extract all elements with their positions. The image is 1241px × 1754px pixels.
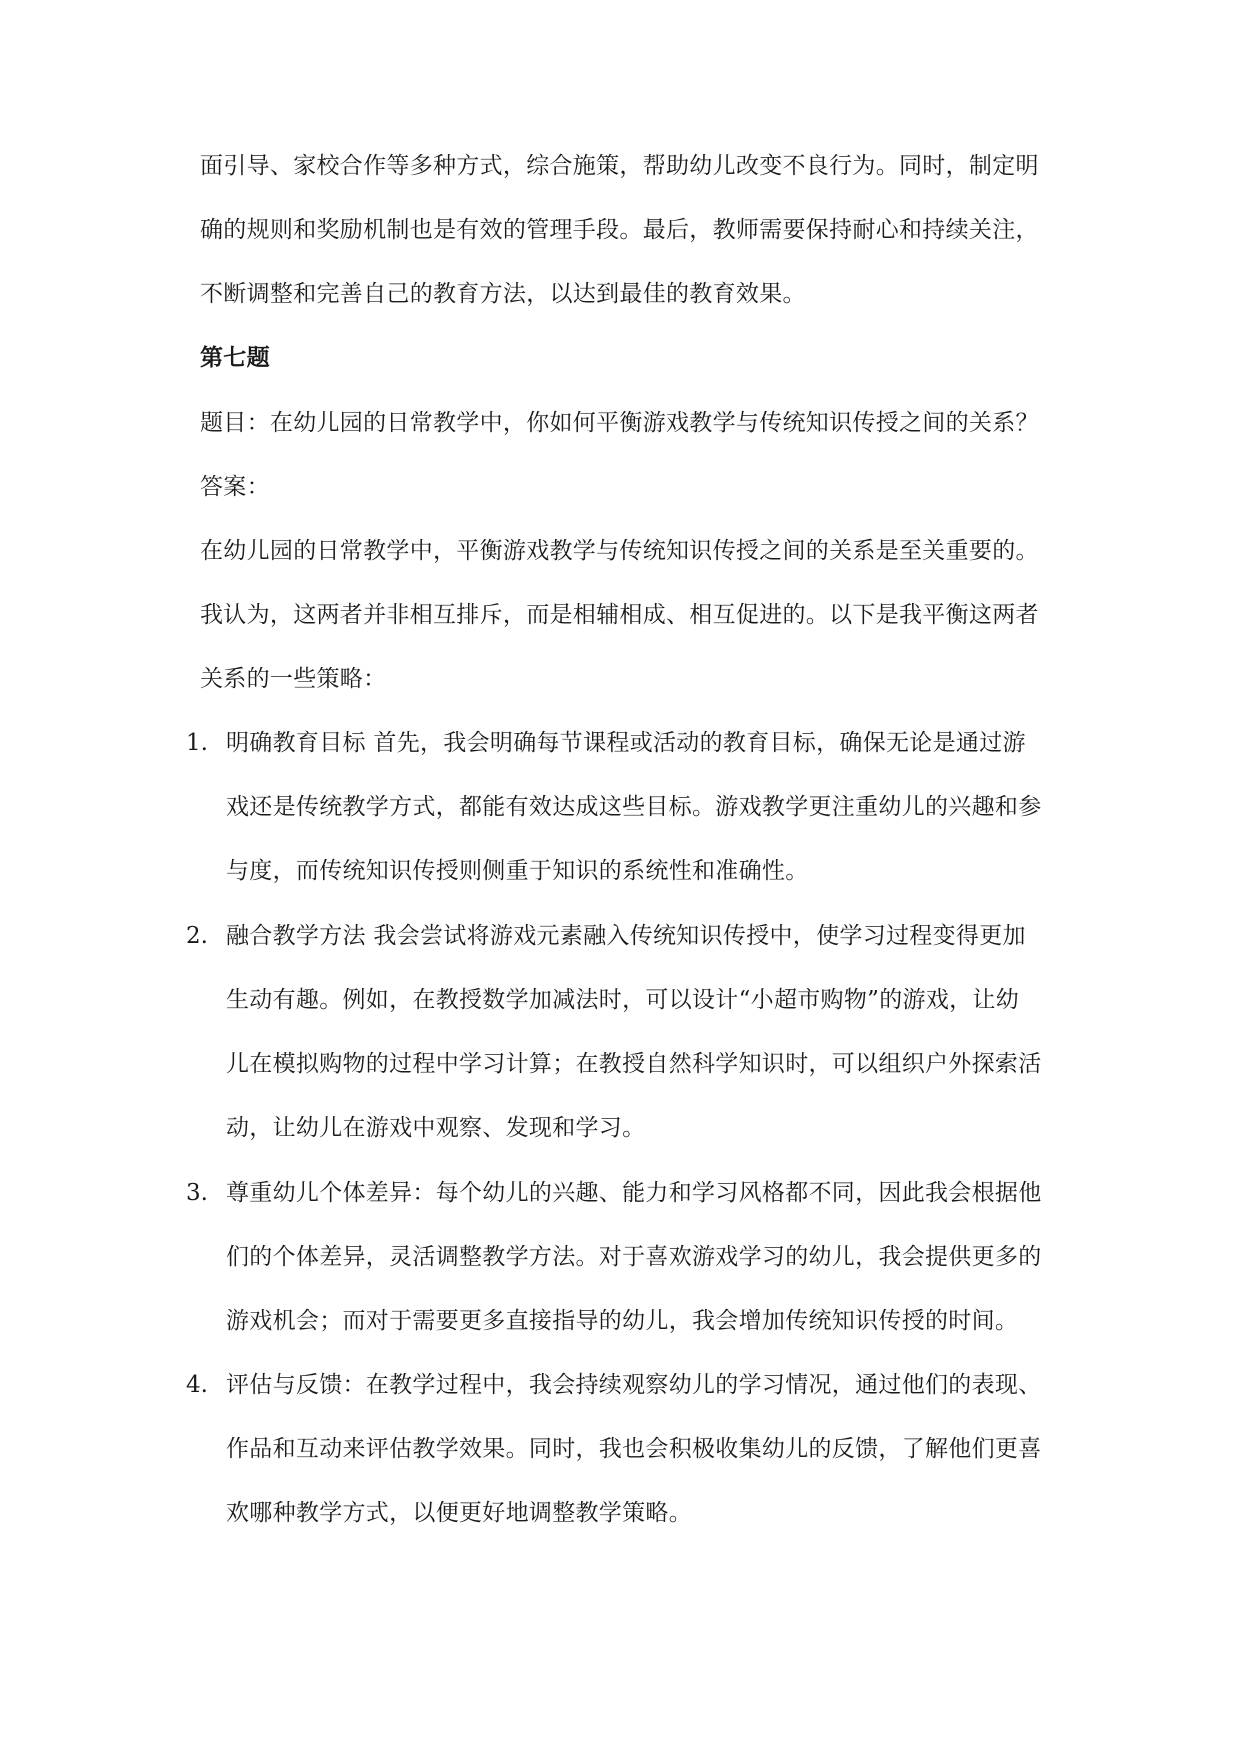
list-item-1-line-3: 与度，而传统知识传授则侧重于知识的系统性和准确性。 (226, 858, 809, 884)
answer-line-3: 关系的一些策略： (200, 666, 387, 692)
list-item-4-line-3: 欢哪种教学方式，以便更好地调整教学策略。 (226, 1500, 692, 1526)
list-item-4-line-2: 作品和互动来评估教学效果。同时，我也会积极收集幼儿的反馈，了解他们更喜 (226, 1436, 1042, 1462)
list-item-1-line-2: 戏还是传统教学方式，都能有效达成这些目标。游戏教学更注重幼儿的兴趣和参 (226, 794, 1042, 820)
list-item-2-line-1: 融合教学方法 我会尝试将游戏元素融入传统知识传授中，使学习过程变得更加 (226, 923, 1026, 949)
list-item-3-line-2: 们的个体差异，灵活调整教学方法。对于喜欢游戏学习的幼儿，我会提供更多的 (226, 1244, 1042, 1270)
intro-line-2: 确的规则和奖励机制也是有效的管理手段。最后，教师需要保持耐心和持续关注， (200, 217, 1039, 243)
list-item-3-line-1: 尊重幼儿个体差异：每个幼儿的兴趣、能力和学习风格都不同，因此我会根据他 (226, 1180, 1042, 1206)
answer-label: 答案： (200, 474, 270, 500)
list-item-2-line-4: 动，让幼儿在游戏中观察、发现和学习。 (226, 1115, 646, 1141)
section-heading: 第七题 (200, 344, 270, 371)
question-text: 题目：在幼儿园的日常教学中，你如何平衡游戏教学与传统知识传授之间的关系？ (200, 410, 1039, 436)
intro-line-1: 面引导、家校合作等多种方式，综合施策，帮助幼儿改变不良行为。同时，制定明 (200, 153, 1039, 179)
list-item-number-4: 4. (186, 1372, 208, 1398)
answer-line-2: 我认为，这两者并非相互排斥，而是相辅相成、相互促进的。以下是我平衡这两者 (200, 602, 1039, 628)
list-item-2-line-2: 生动有趣。例如，在教授数学加减法时，可以设计“小超市购物”的游戏，让幼 (226, 987, 1020, 1013)
list-item-3-line-3: 游戏机会；而对于需要更多直接指导的幼儿，我会增加传统知识传授的时间。 (226, 1308, 1019, 1334)
list-item-number-3: 3. (186, 1180, 208, 1206)
list-item-4-line-1: 评估与反馈：在教学过程中，我会持续观察幼儿的学习情况，通过他们的表现、 (226, 1372, 1042, 1398)
intro-line-3: 不断调整和完善自己的教育方法，以达到最佳的教育效果。 (200, 281, 806, 307)
answer-line-1: 在幼儿园的日常教学中，平衡游戏教学与传统知识传授之间的关系是至关重要的。 (200, 538, 1039, 564)
list-item-1-line-1: 明确教育目标 首先，我会明确每节课程或活动的教育目标，确保无论是通过游 (226, 730, 1026, 756)
list-item-number-2: 2. (186, 923, 208, 949)
list-item-number-1: 1. (186, 730, 208, 756)
list-item-2-line-3: 儿在模拟购物的过程中学习计算；在教授自然科学知识时，可以组织户外探索活 (226, 1051, 1042, 1077)
